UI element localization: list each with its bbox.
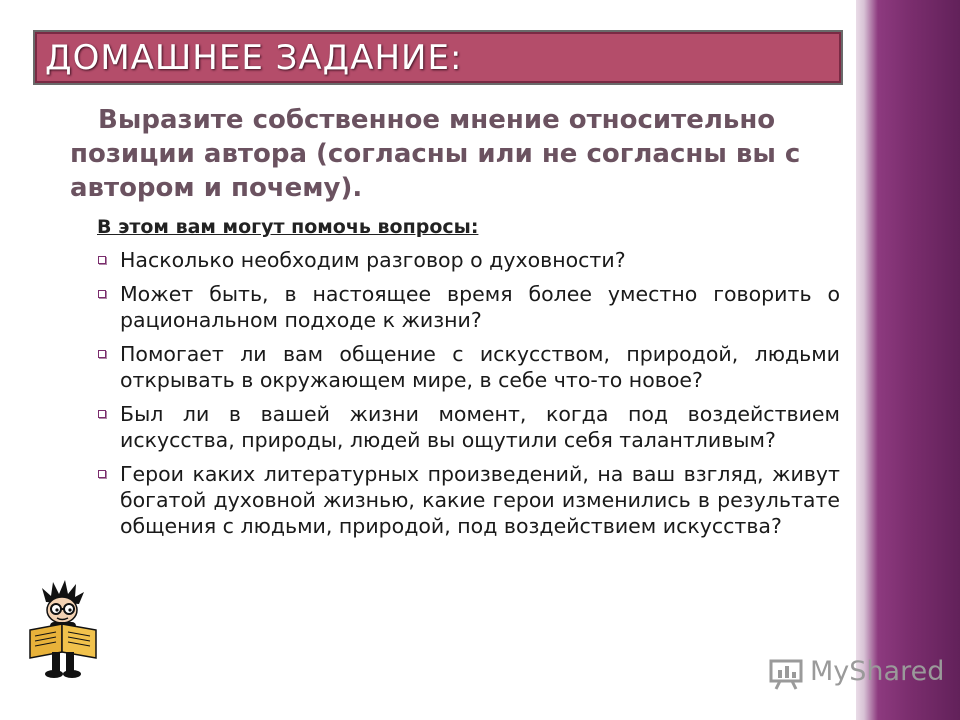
- question-text: Герои каких литературных произведений, на ваш взгляд, живут богатой духовной жизнью, какие герои изменились в результате общения с людьми, природой, под воздействием искусства?: [120, 462, 840, 538]
- square-bullet-icon: [98, 350, 106, 358]
- intro-line-rest: позиции автора (согласны или не согласны вы с автором и почему).: [70, 139, 801, 203]
- list-item: [96, 281, 840, 333]
- square-bullet-icon: [98, 290, 106, 298]
- questions-heading: В этом вам могут помочь вопросы:: [97, 216, 479, 238]
- question-text: Может быть, в настоящее время более уместно говорить о рациональном подходе к жизни?: [120, 282, 840, 332]
- questions-list: [96, 247, 840, 547]
- intro-line-1: Выразите собственное мнение относительно: [98, 105, 776, 135]
- square-bullet-icon: [98, 470, 106, 478]
- watermark: [766, 656, 945, 690]
- decorative-sidebar: [856, 0, 960, 720]
- list-item: [96, 247, 840, 273]
- list-item: [96, 341, 840, 393]
- list-item: [96, 401, 840, 453]
- watermark-text: MyShared: [810, 656, 945, 687]
- reading-person-illustration-icon: [24, 580, 104, 680]
- square-bullet-icon: [98, 256, 106, 264]
- intro-paragraph: [70, 103, 830, 205]
- square-bullet-icon: [98, 410, 106, 418]
- question-text: Насколько необходим разговор о духовности?: [120, 248, 626, 272]
- title-bar: [35, 32, 841, 83]
- presentation-logo-icon: [768, 658, 806, 690]
- page-title: ДОМАШНЕЕ ЗАДАНИЕ:: [45, 38, 463, 78]
- list-item: [96, 461, 840, 539]
- question-text: Был ли в вашей жизни момент, когда под воздействием искусства, природы, людей вы ощутили себя талантливым?: [120, 402, 840, 452]
- question-text: Помогает ли вам общение с искусством, природой, людьми открывать в окружающем мире, в себе что-то новое?: [120, 342, 840, 392]
